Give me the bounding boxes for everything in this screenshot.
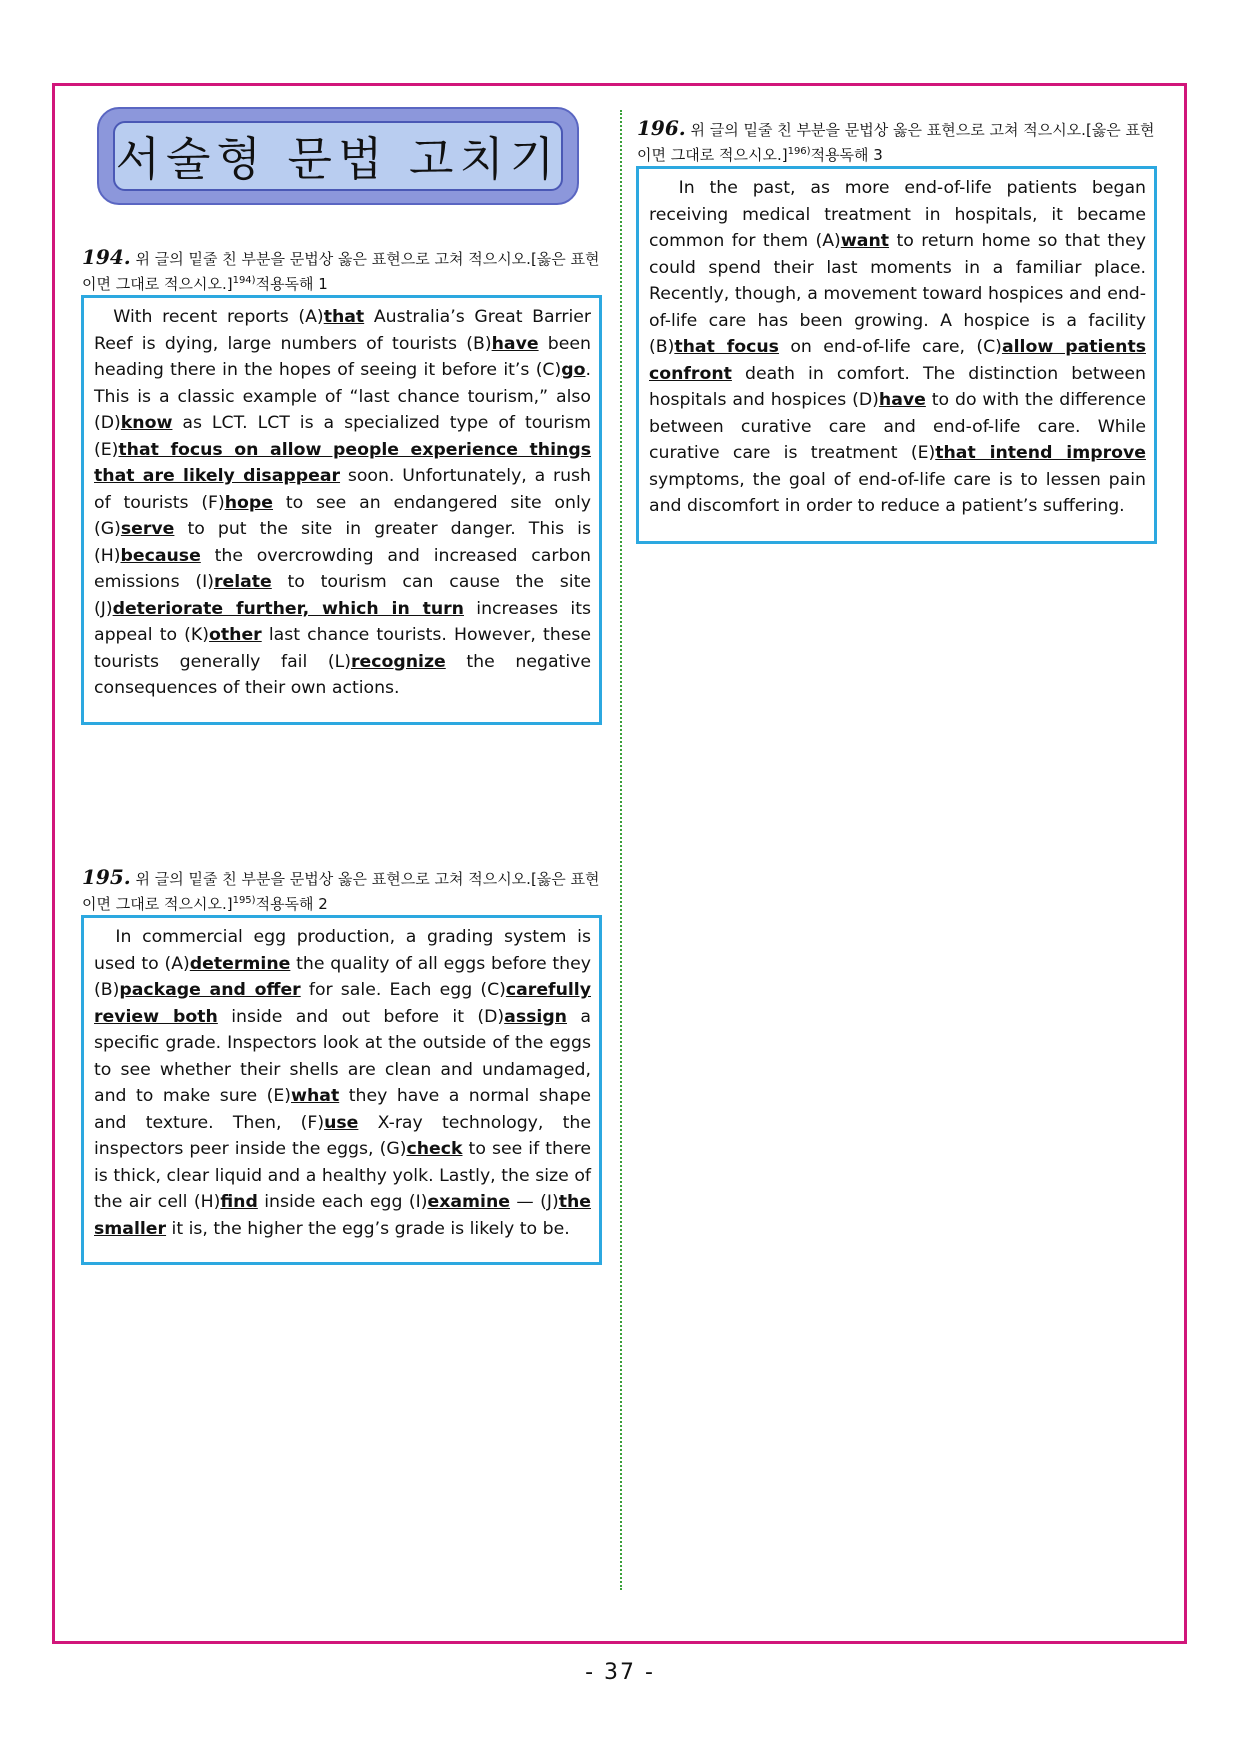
passage-195	[81, 915, 602, 1265]
question-number: 196.	[637, 116, 686, 140]
question-source: $^{196)}$적용독해 3	[787, 146, 883, 164]
passage-text: to see an endangered site only (G)	[94, 492, 591, 539]
underlined-phrase: want	[840, 231, 890, 251]
passage-196	[636, 166, 1157, 544]
column-divider	[620, 110, 622, 1590]
underlined-phrase: use	[324, 1112, 359, 1133]
underlined-phrase: what	[291, 1086, 340, 1106]
passage-text: soon. Unfortunately, a rush of tourists (F)	[94, 466, 591, 513]
question-number: 195.	[82, 865, 131, 889]
underlined-phrase: because	[120, 545, 201, 566]
underlined-phrase: know	[120, 413, 173, 433]
passage-text: inside each egg (I)	[257, 1192, 428, 1212]
question-source: $^{194)}$적용독해 1	[232, 275, 328, 293]
passage-text: on end-of-life care, (C)	[778, 337, 1002, 357]
underlined-phrase: other	[209, 625, 262, 645]
passage-text: In the past, as more end-of-life patients began receiving medical treatment in hospitals, it became common for them (A)	[649, 178, 1146, 251]
underlined-phrase: the smaller	[94, 1192, 591, 1239]
underlined-phrase: find	[220, 1192, 258, 1212]
passage-text: X-ray technology, the inspectors peer inside the eggs, (G)	[94, 1112, 591, 1159]
underlined-phrase: assign	[504, 1006, 567, 1027]
underlined-phrase: check	[406, 1139, 463, 1159]
passage-text: to return home so that they could spend their last moments in a familiar place. Recently, though, a movement toward hospices and end-of-life care has been growing. A hospice is a facility (B)	[649, 231, 1146, 357]
passage-text: for sale. Each egg (C)	[300, 980, 506, 1000]
passage-text: With recent reports (A)	[94, 307, 324, 327]
underlined-phrase: determine	[189, 953, 291, 974]
question-194-header	[82, 246, 602, 295]
underlined-phrase: hope	[224, 492, 274, 513]
underlined-phrase: relate	[213, 572, 272, 592]
passage-text: the negative consequences of their own actions.	[94, 651, 591, 698]
passage-text: last chance tourists. However, these tourists generally fail (L)	[94, 625, 591, 672]
passage-text: to tourism can cause the site (J)	[94, 572, 591, 619]
passage-text: increases its appeal to (K)	[94, 598, 591, 645]
question-instruction: 위 글의 밑줄 친 부분을 문법상 옳은 표현으로 고쳐 적으시오.[옳은 표현이면 그대로 적으시오.]	[82, 250, 600, 293]
section-title: 서술형 문법 고치기	[115, 132, 561, 186]
underlined-phrase: allow patients confront	[649, 337, 1146, 384]
question-instruction: 위 글의 밑줄 친 부분을 문법상 옳은 표현으로 고쳐 적으시오.[옳은 표현이면 그대로 적으시오.]	[637, 121, 1155, 164]
underlined-phrase: that focus on allow people experience things that are likely disappear	[94, 439, 591, 486]
underlined-phrase: that	[323, 307, 365, 327]
underlined-phrase: have	[878, 390, 926, 410]
passage-text: — (J)	[509, 1192, 559, 1212]
underlined-phrase: go	[561, 360, 586, 380]
passage-text: inside and out before it (D)	[217, 1006, 505, 1027]
underlined-phrase: carefully review both	[94, 980, 591, 1027]
underlined-phrase: recognize	[351, 651, 446, 672]
question-number: 194.	[82, 245, 131, 269]
passage-text: been heading there in the hopes of seeing it before it’s (C)	[94, 333, 591, 380]
underlined-phrase: that intend improve	[935, 443, 1146, 463]
underlined-phrase: serve	[120, 519, 175, 539]
passage-text: the quality of all eggs before they (B)	[94, 953, 591, 1000]
passage-194	[81, 295, 602, 725]
passage-text: In commercial egg production, a grading system is used to (A)	[94, 927, 591, 974]
question-196-header	[637, 117, 1157, 166]
question-source: $^{195)}$적용독해 2	[232, 895, 328, 913]
question-195-header	[82, 866, 602, 915]
passage-text: to put the site in greater danger. This is (H)	[94, 519, 591, 566]
underlined-phrase: deteriorate further, which in turn	[112, 598, 464, 619]
section-title-inner	[113, 121, 563, 191]
question-instruction: 위 글의 밑줄 친 부분을 문법상 옳은 표현으로 고쳐 적으시오.[옳은 표현이면 그대로 적으시오.]	[82, 870, 600, 913]
passage-text: symptoms, the goal of end-of-life care is to lessen pain and discomfort in order to reduce a patient’s suffering.	[649, 469, 1146, 516]
passage-text: a specific grade. Inspectors look at the outside of the eggs to see whether their shells are clean and undamaged, and to make sure (E)	[94, 1006, 591, 1106]
passage-text: to do with the difference between curative care and end-of-life care. While curative care is treatment (E)	[649, 390, 1146, 463]
page-number: - 37 -	[585, 1660, 655, 1685]
passage-text: . This is a classic example of “last chance tourism,” also (D)	[94, 360, 591, 433]
passage-text: Australia’s Great Barrier Reef is dying, large numbers of tourists (B)	[94, 307, 592, 354]
passage-text: death in comfort. The distinction between hospitals and hospices (D)	[649, 363, 1146, 410]
passage-text: to see if there is thick, clear liquid and a healthy yolk. Lastly, the size of the air cell (H)	[94, 1139, 591, 1212]
passage-text: the overcrowding and increased carbon emissions (I)	[94, 545, 591, 592]
section-title-badge	[97, 107, 579, 205]
underlined-phrase: package and offer	[119, 980, 301, 1000]
passage-text: it is, the higher the egg’s grade is likely to be.	[166, 1218, 570, 1239]
underlined-phrase: that focus	[674, 337, 779, 357]
underlined-phrase: have	[491, 333, 539, 354]
underlined-phrase: examine	[427, 1192, 510, 1212]
passage-text: as LCT. LCT is a specialized type of tourism (E)	[94, 413, 591, 460]
passage-text: they have a normal shape and texture. Then, (F)	[94, 1086, 592, 1133]
